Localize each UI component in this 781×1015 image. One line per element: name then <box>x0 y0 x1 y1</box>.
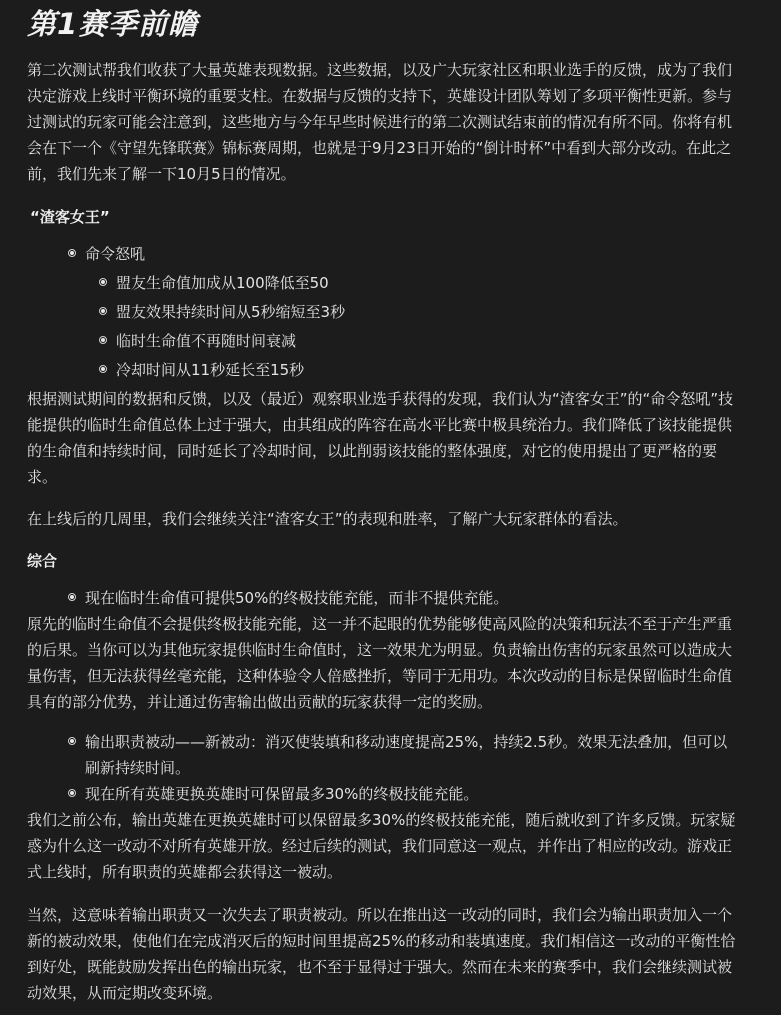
list-item-change <box>27 299 737 325</box>
intro-paragraph: 第二次测试帮我们收获了大量英雄表现数据。这些数据，以及广大玩家社区和职业选手的反馈，成为了我们决定游戏上线时平衡环境的重要支柱。在数据与反馈的支持下，英雄设计团队筹划了多项平衡性更新。参与过测试的玩家可能会注意到，这些地方与今年早些时候进行的第二次测试结束前的情况有所不同。你将有机会在下一个《守望先锋联赛》锦标赛周期，也就是于9月23日开始的“倒计时杯”中看到大部分改动。在此之前，我们先来了解一下10月5日的情况。 <box>27 61 733 183</box>
section-heading-general: 综合 <box>27 552 58 570</box>
general-explanation-1: 原先的临时生命值不会提供终极技能充能，这一并不起眼的优势能够使高风险的决策和玩法不至于产生严重的后果。当你可以为其他玩家提供临时生命值时，这一效果尤为明显。负责输出伤害的玩家虽然可以造成大量伤害，但无法获得丝毫充能，这种体验令人倍感挫折，等同于无用功。本次改动的目标是保留临时生命值具有的部分优势，并让通过伤害输出做出贡献的玩家获得一定的奖励。 <box>27 615 733 711</box>
change-text: 盟友效果持续时间从5秒缩短至3秒 <box>116 303 346 321</box>
change-text: 盟友生命值加成从100降低至50 <box>116 274 329 292</box>
general-explanation-3: 当然，这意味着输出职责又一次失去了职责被动。所以在推出这一改动的同时，我们会为输出职责加入一个新的被动效果，使他们在完成消灭后的短时间里提高25%的移动和装填速度。我们相信这一改动的平衡性恰到好处，既能鼓励发挥出色的输出玩家，也不至于显得过于强大。然而在未来的赛季中，我们会继续测试被动效果，从而定期改变环境。 <box>27 906 736 1002</box>
list-item-change <box>27 357 737 383</box>
page-title: 第1赛季前瞻 <box>27 7 199 41</box>
list-item-change <box>27 585 737 611</box>
bullet-icon <box>67 781 79 807</box>
bullet-icon <box>67 585 79 611</box>
junker-queen-change-list <box>27 241 737 383</box>
bullet-icon <box>67 241 79 267</box>
bullet-icon <box>98 357 110 383</box>
bullet-icon <box>98 328 110 354</box>
list-item-change <box>27 729 737 781</box>
list-item-ability <box>27 241 737 267</box>
bullet-icon <box>98 299 110 325</box>
change-text: 现在所有英雄更换英雄时可保留最多30%的终极技能充能。 <box>85 785 479 803</box>
general-change-list-1 <box>27 585 737 611</box>
change-text: 临时生命值不再随时间衰减 <box>116 332 297 350</box>
junker-queen-explanation: 根据测试期间的数据和反馈，以及（最近）观察职业选手获得的发现，我们认为“渣客女王”的“命令怒吼”技能提供的临时生命值总体上过于强大，由其组成的阵容在高水平比赛中极具统治力。我们降低了该技能提供的生命值和持续时间，同时延长了冷却时间，以此削弱该技能的整体强度，对它的使用提出了更严格的要求。 <box>27 390 734 486</box>
general-explanation-2: 我们之前公布，输出英雄在更换英雄时可以保留最多30%的终极技能充能，随后就收到了许多反馈。玩家疑惑为什么这一改动不对所有英雄开放。经过后续的测试，我们同意这一观点，并作出了相应的改动。游戏正式上线时，所有职责的英雄都会获得这一被动。 <box>27 811 736 881</box>
section-heading-junker-queen: “渣客女王” <box>30 208 110 226</box>
change-text: 现在临时生命值可提供50%的终极技能充能，而非不提供充能。 <box>85 589 509 607</box>
bullet-icon <box>67 729 79 755</box>
list-item-change <box>27 781 737 807</box>
general-change-list-2 <box>27 729 737 807</box>
change-text: 输出职责被动——新被动：消灭使装填和移动速度提高25%，持续2.5秒。效果无法叠加，但可以刷新持续时间。 <box>85 733 728 777</box>
bullet-icon <box>98 270 110 296</box>
junker-queen-follow-up: 在上线后的几周里，我们会继续关注“渣客女王”的表现和胜率，了解广大玩家群体的看法。 <box>27 510 628 528</box>
change-text: 冷却时间从11秒延长至15秒 <box>116 361 305 379</box>
list-item-change <box>27 328 737 354</box>
list-item-change <box>27 270 737 296</box>
ability-name: 命令怒吼 <box>85 245 146 263</box>
